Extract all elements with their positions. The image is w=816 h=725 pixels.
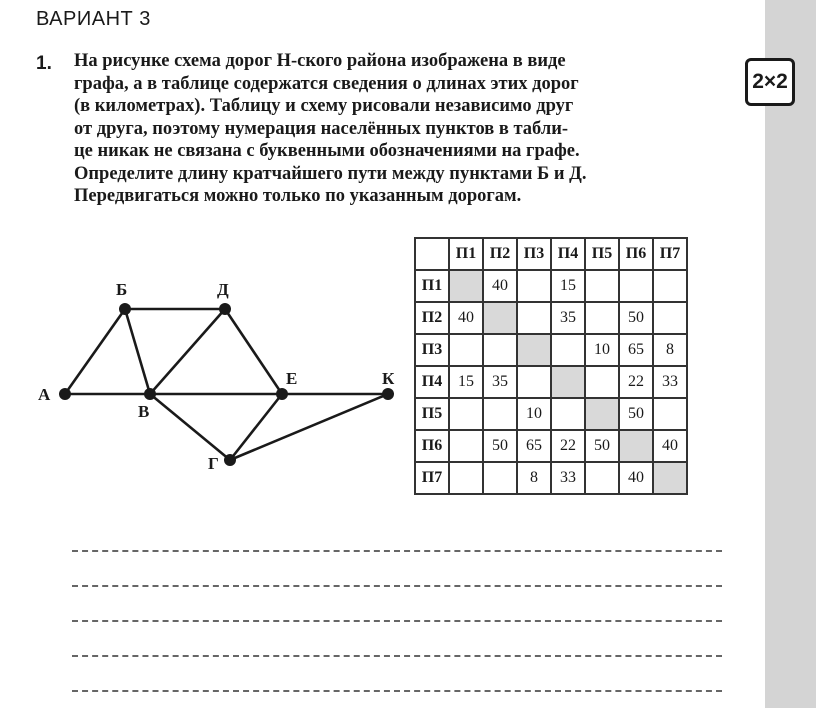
road-edge-v-d [150, 309, 225, 394]
distance-table [414, 237, 688, 495]
distance-cell: 8 [653, 334, 687, 366]
table-header-row [415, 238, 687, 270]
distance-cell: 10 [517, 398, 551, 430]
graph-node-k [382, 388, 394, 400]
column-header: П7 [653, 238, 687, 270]
row-header: П4 [415, 366, 449, 398]
distance-cell: 15 [551, 270, 585, 302]
road-edge-v-g [150, 394, 230, 460]
table-row [415, 334, 687, 366]
distance-cell: 35 [551, 302, 585, 334]
answer-line[interactable] [72, 550, 722, 552]
distance-cell [653, 270, 687, 302]
column-header: П6 [619, 238, 653, 270]
distance-cell [483, 462, 517, 494]
distance-cell: 10 [585, 334, 619, 366]
distance-cell [449, 334, 483, 366]
graph-node-b [119, 303, 131, 315]
graph-node-label: Д [217, 280, 229, 299]
distance-cell: 22 [619, 366, 653, 398]
distance-cell [585, 302, 619, 334]
task-line: от друга, поэтому нумерация населённых пунктов в табли- [74, 118, 569, 139]
distance-cell: 50 [483, 430, 517, 462]
table-row [415, 430, 687, 462]
distance-cell [551, 334, 585, 366]
distance-cell [517, 366, 551, 398]
graph-node-v [144, 388, 156, 400]
graph-node-d [219, 303, 231, 315]
distance-cell [551, 398, 585, 430]
task-number: 1. [36, 53, 52, 74]
row-header: П1 [415, 270, 449, 302]
answer-line[interactable] [72, 620, 722, 622]
distance-cell [619, 270, 653, 302]
distance-cell: 40 [449, 302, 483, 334]
distance-cell: 33 [653, 366, 687, 398]
graph-node-label: В [138, 402, 150, 421]
page-edge-strip [765, 0, 816, 708]
distance-cell [449, 462, 483, 494]
distance-cell: 50 [619, 302, 653, 334]
graph-node-label: Б [116, 280, 128, 299]
table-row [415, 398, 687, 430]
road-edge-d-e [225, 309, 282, 394]
distance-cell: 50 [585, 430, 619, 462]
distance-cell: 40 [653, 430, 687, 462]
variant-title: ВАРИАНТ 3 [36, 8, 151, 30]
graph-node-label: А [38, 385, 51, 404]
distance-cell [585, 270, 619, 302]
graph-node-g [224, 454, 236, 466]
distance-cell [517, 270, 551, 302]
column-header: П3 [517, 238, 551, 270]
row-header: П5 [415, 398, 449, 430]
graph-node-a [59, 388, 71, 400]
distance-cell: 65 [517, 430, 551, 462]
graph-node-label: Е [286, 369, 298, 388]
distance-cell: 33 [551, 462, 585, 494]
diagonal-cell [449, 270, 483, 302]
table-row [415, 302, 687, 334]
column-header: П1 [449, 238, 483, 270]
distance-cell [483, 398, 517, 430]
row-header: П6 [415, 430, 449, 462]
table-row [415, 366, 687, 398]
road-edge-a-b [65, 309, 125, 394]
distance-cell: 8 [517, 462, 551, 494]
distance-cell: 50 [619, 398, 653, 430]
task-text [74, 50, 734, 208]
column-header: П2 [483, 238, 517, 270]
distance-cell [585, 462, 619, 494]
column-header: П5 [585, 238, 619, 270]
task-line: (в километрах). Таблицу и схему рисовали независимо друг [74, 96, 574, 116]
column-header: П4 [551, 238, 585, 270]
diagonal-cell [483, 302, 517, 334]
answer-line[interactable] [72, 585, 722, 587]
diagonal-cell [551, 366, 585, 398]
distance-cell [517, 302, 551, 334]
task-line: Передвигаться можно только по указанным дорогам. [74, 186, 522, 206]
distance-cell [653, 398, 687, 430]
diagonal-cell [619, 430, 653, 462]
graph-node-label: К [382, 369, 395, 388]
distance-cell [449, 398, 483, 430]
distance-cell: 22 [551, 430, 585, 462]
distance-cell [449, 430, 483, 462]
task-line: Определите длину кратчайшего пути между пунктами Б и Д. [74, 163, 587, 184]
row-header: П3 [415, 334, 449, 366]
diagonal-cell [585, 398, 619, 430]
distance-cell: 40 [619, 462, 653, 494]
road-graph [30, 270, 410, 480]
task-line: це никак не связана с буквенными обозначениями на графе. [74, 141, 580, 161]
answer-line[interactable] [72, 690, 722, 692]
distance-cell: 65 [619, 334, 653, 366]
distance-cell [585, 366, 619, 398]
road-edge-b-v [125, 309, 150, 394]
distance-cell: 35 [483, 366, 517, 398]
table-corner-cell [415, 238, 449, 270]
diagonal-cell [653, 462, 687, 494]
diagonal-cell [517, 334, 551, 366]
distance-cell [653, 302, 687, 334]
task-line: На рисунке схема дорог Н-ского района изображена в виде [74, 51, 566, 71]
row-header: П7 [415, 462, 449, 494]
distance-cell: 15 [449, 366, 483, 398]
2x2-badge: 2×2 [745, 58, 795, 106]
graph-node-label: Г [208, 454, 219, 473]
graph-node-e [276, 388, 288, 400]
road-edge-g-k [230, 394, 388, 460]
answer-line[interactable] [72, 655, 722, 657]
answer-area [72, 550, 722, 725]
table-row [415, 462, 687, 494]
row-header: П2 [415, 302, 449, 334]
distance-cell: 40 [483, 270, 517, 302]
task-line: графа, а в таблице содержатся сведения о длинах этих дорог [74, 73, 579, 94]
distance-cell [483, 334, 517, 366]
table-row [415, 270, 687, 302]
